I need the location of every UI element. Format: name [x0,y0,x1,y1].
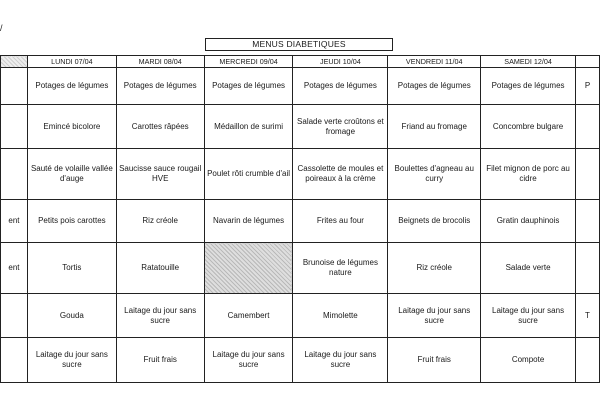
edge-cell [575,149,599,200]
menu-cell: Potages de légumes [27,68,116,105]
table-row [1,200,600,243]
menu-cell: Petits pois carottes [27,200,116,243]
menu-cell: Compote [481,338,576,383]
menu-cell: Laitage du jour sans sucre [293,338,388,383]
menu-cell: Friand au fromage [388,105,481,149]
menu-cell: Laitage du jour sans sucre [481,294,576,338]
menu-cell: Fruit frais [116,338,204,383]
menu-cell: Salade verte [481,243,576,294]
menu-cell: Saucisse sauce rougail HVE [116,149,204,200]
table-row [1,338,600,383]
menu-cell: Potages de légumes [116,68,204,105]
day-header: MERCREDI 09/04 [204,56,293,68]
menu-cell: Fruit frais [388,338,481,383]
menu-cell: Riz créole [116,200,204,243]
menu-cell: Gratin dauphinois [481,200,576,243]
menu-cell: Potages de légumes [481,68,576,105]
table-row [1,149,600,200]
menu-cell: Carottes râpées [116,105,204,149]
menu-cell: Cassolette de moules et poireaux à la crème [293,149,388,200]
row-label: ent [1,243,28,294]
menu-cell: Camembert [204,294,293,338]
table-row [1,294,600,338]
menu-cell: Salade verte croûtons et fromage [293,105,388,149]
row-label [1,338,28,383]
edge-cell [575,105,599,149]
day-header: SAMEDI 12/04 [481,56,576,68]
menu-cell: Gouda [27,294,116,338]
menu-cell: Riz créole [388,243,481,294]
menu-table [0,55,600,383]
row-label: ent [1,200,28,243]
menu-cell: Ratatouille [116,243,204,294]
table-row [1,105,600,149]
menu-cell: Potages de légumes [204,68,293,105]
row-label [1,294,28,338]
corner-mark: / [0,23,3,33]
menu-cell: Brunoise de légumes nature [293,243,388,294]
empty-cell [204,243,293,294]
menu-cell: Navarin de légumes [204,200,293,243]
menu-cell: Laitage du jour sans sucre [204,338,293,383]
edge-cell [575,243,599,294]
menu-cell: Laitage du jour sans sucre [116,294,204,338]
menu-cell: Concombre bulgare [481,105,576,149]
menu-cell: Potages de légumes [388,68,481,105]
edge-cell: T [575,294,599,338]
menu-cell: Mimolette [293,294,388,338]
row-label [1,149,28,200]
corner-cell [1,56,28,68]
edge-cell [575,56,599,68]
day-header: MARDI 08/04 [116,56,204,68]
menu-cell: Potages de légumes [293,68,388,105]
menu-cell: Tortis [27,243,116,294]
row-label [1,68,28,105]
menu-cell: Médaillon de surimi [204,105,293,149]
day-header: VENDREDI 11/04 [388,56,481,68]
page-title: MENUS DIABETIQUES [205,38,393,51]
edge-cell: P [575,68,599,105]
menu-cell: Laitage du jour sans sucre [388,294,481,338]
table-row [1,68,600,105]
table-row [1,243,600,294]
day-header: JEUDI 10/04 [293,56,388,68]
edge-cell [575,338,599,383]
menu-cell: Poulet rôti crumble d'ail [204,149,293,200]
menu-cell: Boulettes d'agneau au curry [388,149,481,200]
day-header: LUNDI 07/04 [27,56,116,68]
row-label [1,105,28,149]
menu-cell: Frites au four [293,200,388,243]
menu-cell: Beignets de brocolis [388,200,481,243]
edge-cell [575,200,599,243]
menu-cell: Filet mignon de porc au cidre [481,149,576,200]
menu-cell: Sauté de volaille vallée d'auge [27,149,116,200]
menu-cell: Laitage du jour sans sucre [27,338,116,383]
menu-cell: Emincé bicolore [27,105,116,149]
day-header-row [1,56,600,68]
